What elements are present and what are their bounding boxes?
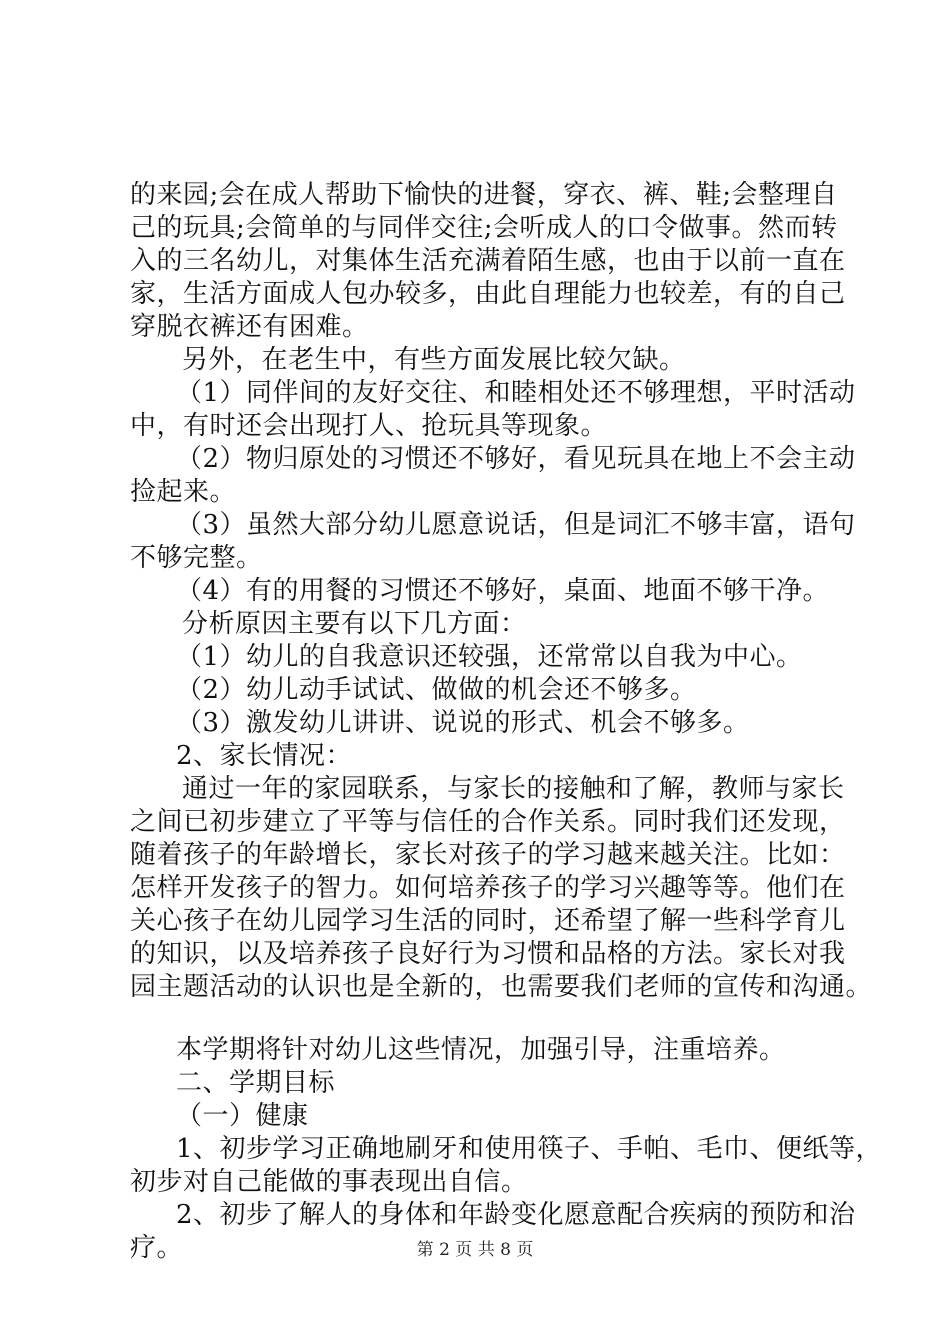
text-line: 己的玩具;会简单的与同伴交往;会听成人的口令做事。然而转 — [130, 213, 838, 243]
text-line: 随着孩子的年龄增长，家长对孩子的学习越来越关注。比如： — [130, 840, 846, 870]
text-line: 2、初步了解人的身体和年龄变化愿意配合疾病的预防和治 — [176, 1200, 856, 1230]
page-footer: 第 2 页 共 8 页 — [416, 1240, 534, 1260]
text-line: （一）健康 — [176, 1101, 309, 1131]
text-line: （4）有的用餐的习惯还不够好，桌面、地面不够干净。 — [176, 576, 830, 606]
text-line: （3）虽然大部分幼儿愿意说话，但是词汇不够丰富，语句 — [176, 510, 856, 540]
text-line: 的来园;会在成人帮助下愉快的进餐，穿衣、裤、鞋;会整理自 — [130, 180, 838, 210]
text-line: 中，有时还会出现打人、抢玩具等现象。 — [130, 411, 608, 441]
text-line: （2）幼儿动手试试、做做的机会还不够多。 — [176, 675, 697, 705]
text-line: 入的三名幼儿，对集体生活充满着陌生感，也由于以前一直在 — [130, 246, 846, 276]
text-line: 捡起来。 — [130, 477, 237, 507]
text-line: 家，生活方面成人包办较多，由此自理能力也较差，有的自己 — [130, 279, 846, 309]
text-line: 关心孩子在幼儿园学习生活的同时，还希望了解一些科学育儿 — [130, 906, 846, 936]
text-line: 初步对自己能做的事表现出自信。 — [130, 1167, 528, 1197]
text-line: 怎样开发孩子的智力。如何培养孩子的学习兴趣等等。他们在 — [130, 873, 846, 903]
text-line: 穿脱衣裤还有困难。 — [130, 312, 369, 342]
text-line: 之间已初步建立了平等与信任的合作关系。同时我们还发现， — [130, 807, 846, 837]
text-line: 园主题活动的认识也是全新的，也需要我们老师的宣传和沟通。 — [130, 972, 873, 1002]
text-line: 1、初步学习正确地刷牙和使用筷子、手帕、毛巾、便纸等， — [176, 1134, 883, 1164]
text-line: （3）激发幼儿讲讲、说说的形式、机会不够多。 — [176, 708, 750, 738]
text-line: 2、家长情况： — [176, 741, 353, 771]
text-line: （2）物归原处的习惯还不够好，看见玩具在地上不会主动 — [176, 444, 856, 474]
text-line: 不够完整。 — [130, 543, 263, 573]
text-line: 另外，在老生中，有些方面发展比较欠缺。 — [182, 345, 686, 375]
text-line: 通过一年的家园联系，与家长的接触和了解，教师与家长 — [182, 774, 845, 804]
text-line: 分析原因主要有以下几方面： — [182, 609, 527, 639]
text-line: 疗。 — [130, 1233, 184, 1263]
text-line: （1）同伴间的友好交往、和睦相处还不够理想，平时活动 — [176, 378, 856, 408]
text-line: （1）幼儿的自我意识还较强，还常常以自我为中心。 — [176, 642, 803, 672]
text-line: 的知识，以及培养孩子良好行为习惯和品格的方法。家长对我 — [130, 939, 846, 969]
text-line: 本学期将针对幼儿这些情况，加强引导，注重培养。 — [176, 1035, 786, 1065]
text-line: 二、学期目标 — [176, 1068, 336, 1098]
